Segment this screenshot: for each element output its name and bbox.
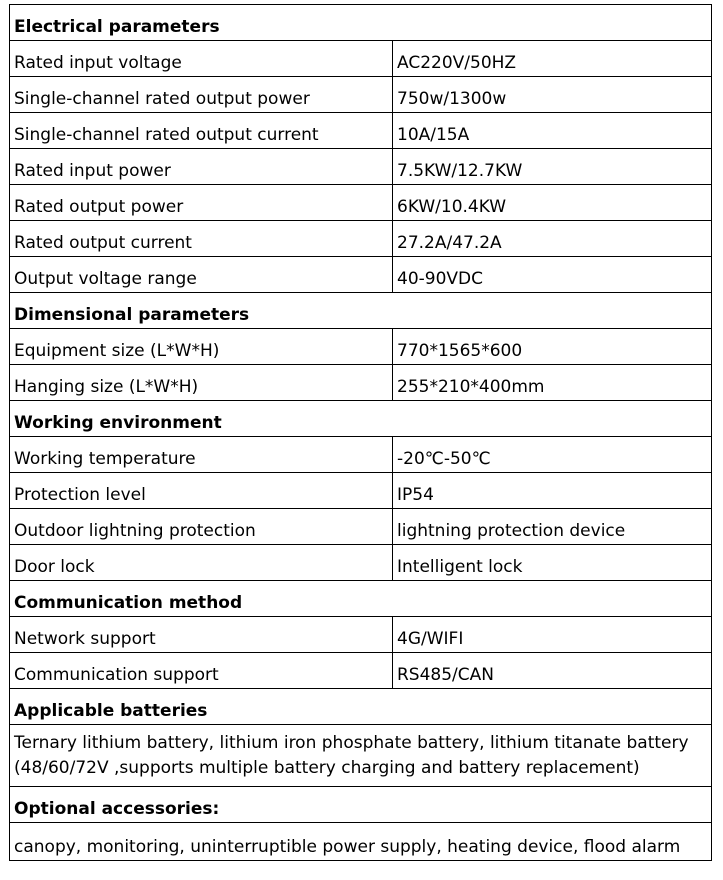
row-value: 4G/WIFI [393, 617, 712, 653]
row-label: Communication support [10, 653, 393, 689]
section-title-communication: Communication method [10, 581, 712, 617]
table-row [10, 41, 712, 77]
row-value: 255*210*400mm [393, 365, 712, 401]
row-value: 750w/1300w [393, 77, 712, 113]
section-header-row [10, 787, 712, 823]
section-title-dimensional: Dimensional parameters [10, 293, 712, 329]
table-row [10, 113, 712, 149]
row-label: Single-channel rated output power [10, 77, 393, 113]
section-header-row [10, 293, 712, 329]
table-row [10, 437, 712, 473]
table-row [10, 509, 712, 545]
row-value: 770*1565*600 [393, 329, 712, 365]
row-label: Rated output power [10, 185, 393, 221]
table-row [10, 725, 712, 787]
table-row [10, 77, 712, 113]
row-label: Equipment size (L*W*H) [10, 329, 393, 365]
table-row [10, 617, 712, 653]
section-title-accessories: Optional accessories: [10, 787, 712, 823]
row-value: AC220V/50HZ [393, 41, 712, 77]
row-value: 6KW/10.4KW [393, 185, 712, 221]
table-row [10, 257, 712, 293]
table-row [10, 221, 712, 257]
row-label: Protection level [10, 473, 393, 509]
row-label: Rated output current [10, 221, 393, 257]
section-header-row [10, 5, 712, 41]
row-value: IP54 [393, 473, 712, 509]
row-label: Rated input power [10, 149, 393, 185]
spec-table [9, 4, 712, 861]
row-label: Outdoor lightning protection [10, 509, 393, 545]
table-row [10, 149, 712, 185]
row-value: 27.2A/47.2A [393, 221, 712, 257]
table-row [10, 365, 712, 401]
row-label: Working temperature [10, 437, 393, 473]
row-value: 10A/15A [393, 113, 712, 149]
row-value: RS485/CAN [393, 653, 712, 689]
section-title-environment: Working environment [10, 401, 712, 437]
row-label: Door lock [10, 545, 393, 581]
row-label: Output voltage range [10, 257, 393, 293]
accessories-text: canopy, monitoring, uninterruptible power supply, heating device, flood alarm [10, 823, 712, 861]
section-header-row [10, 401, 712, 437]
row-value: -20℃-50℃ [393, 437, 712, 473]
section-header-row [10, 581, 712, 617]
table-row [10, 823, 712, 861]
table-row [10, 653, 712, 689]
table-row [10, 473, 712, 509]
row-value: Intelligent lock [393, 545, 712, 581]
row-label: Single-channel rated output current [10, 113, 393, 149]
section-title-electrical: Electrical parameters [10, 5, 712, 41]
row-label: Network support [10, 617, 393, 653]
row-label: Hanging size (L*W*H) [10, 365, 393, 401]
batteries-text: Ternary lithium battery, lithium iron phosphate battery, lithium titanate battery (48/60/72V ,supports multiple battery charging and battery replacement) [10, 725, 712, 787]
section-title-batteries: Applicable batteries [10, 689, 712, 725]
table-row [10, 545, 712, 581]
table-row [10, 329, 712, 365]
table-row [10, 185, 712, 221]
row-value: lightning protection device [393, 509, 712, 545]
row-value: 7.5KW/12.7KW [393, 149, 712, 185]
row-value: 40-90VDC [393, 257, 712, 293]
section-header-row [10, 689, 712, 725]
row-label: Rated input voltage [10, 41, 393, 77]
